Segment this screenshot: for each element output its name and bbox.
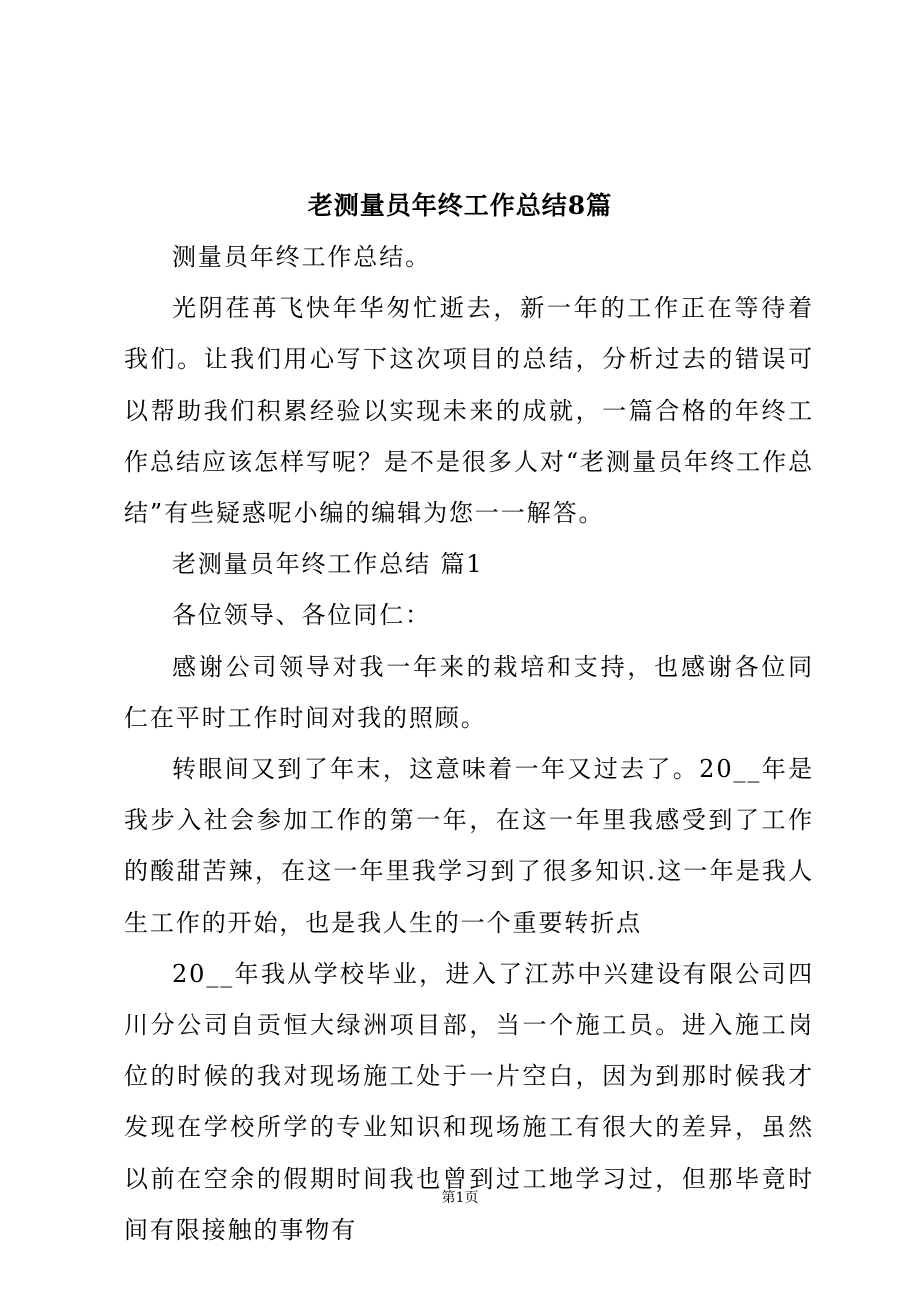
- paragraph-graduation: 20__年我从学校毕业，进入了江苏中兴建设有限公司四川分公司自贡恒大绿洲项目部，当一个施工员。进入施工岗位的时候的我对现场施工处于一片空白，因为到那时候我才发现在学校所学的专业知识和现场施工有很大的差异，虽然以前在空余的假期时间我也曾到过工地学习过，但那毕竟时间有限接触的事物有: [124, 959, 814, 1244]
- paragraph-intro: 测量员年终工作总结。: [172, 243, 431, 271]
- page-number: 第1页: [441, 1190, 479, 1206]
- document-title: 老测量员年终工作总结8篇: [307, 191, 613, 220]
- paragraph-year-review: 转眼间又到了年末，这意味着一年又过去了。20__年是我步入社会参加工作的第一年，在这一年里我感受到了工作的酸甜苦辣，在这一年里我学习到了很多知识.这一年是我人生工作的开始，也是我人生的一个重要转折点: [124, 755, 814, 937]
- document-body: [124, 232, 814, 1256]
- paragraph-thanks: 感谢公司领导对我一年来的栽培和支持，也感谢各位同仁在平时工作时间对我的照顾。: [124, 652, 814, 732]
- paragraph-preface: 光阴荏苒飞快年华匆忙逝去，新一年的工作正在等待着我们。让我们用心写下这次项目的总结，分析过去的错误可以帮助我们积累经验以实现未来的成就，一篇合格的年终工作总结应该怎样写呢？是不是很多人对“老测量员年终工作总结”有些疑惑呢小编的编辑为您一一解答。: [124, 294, 814, 528]
- section-heading-1: 老测量员年终工作总结 篇1: [172, 550, 484, 579]
- paragraph-salutation: 各位领导、各位同仁：: [172, 601, 431, 630]
